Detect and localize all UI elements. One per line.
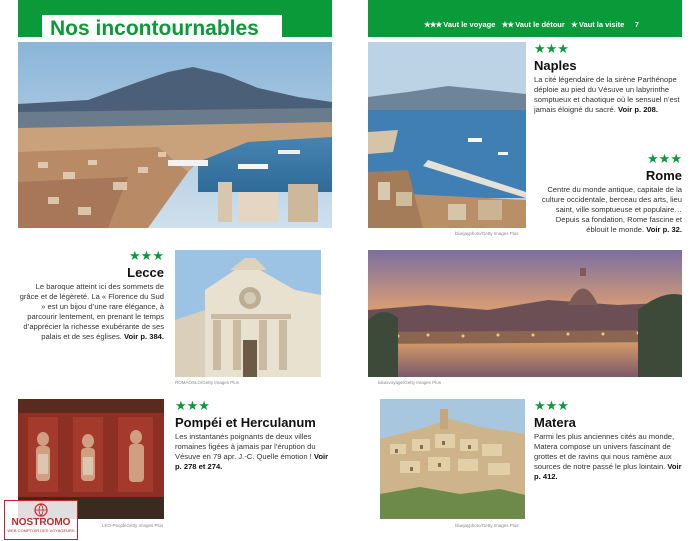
pompei-page-ref: Voir p. 278 et 274. <box>175 452 329 472</box>
star-legend <box>424 19 639 31</box>
legend-stars-voyage: ★★★ <box>424 20 442 29</box>
nostromo-brand: NOSTROMO <box>11 517 71 528</box>
lecce-description <box>18 282 164 343</box>
lecce-page-ref: Voir p. 384. <box>124 332 164 342</box>
pompei-heading: Pompéi et Herculanum <box>175 415 316 430</box>
naples-description <box>534 75 684 115</box>
credit-naples: bluejayphoto/Getty Images Plus <box>455 231 519 236</box>
page-number: 7 <box>634 20 639 29</box>
rome-stars: ★★★ <box>647 151 682 166</box>
nostromo-tagline: WEB COMPTOIR DES VOYAGEURS <box>7 528 75 533</box>
matera-page-ref: Voir p. 412. <box>534 462 682 482</box>
legend-label-visite: Vaut la visite <box>578 20 625 29</box>
photo-naples-harbour <box>368 42 526 228</box>
photo-lecce <box>175 250 321 377</box>
photo-rome <box>368 250 682 377</box>
rome-page-ref: Voir p. 32. <box>646 225 682 235</box>
page-title: Nos incontournables <box>50 17 259 40</box>
credit-pompei: LEO-PeopleGetty Images Plus <box>102 523 164 528</box>
lecce-heading: Lecce <box>127 265 164 280</box>
lecce-stars: ★★★ <box>129 248 164 263</box>
pompei-text: Les instantanés poignants de deux villes romaines figées à jamais par l’éruption du Vésuve en 79 apr. J.-C. Quelle émotion ! <box>175 432 316 462</box>
rome-description <box>532 185 682 235</box>
credit-rome: lukasvoyage/Getty Images Plus <box>378 380 442 385</box>
matera-heading: Matera <box>534 415 576 430</box>
nostromo-watermark <box>4 500 78 540</box>
photo-naples-panorama <box>18 42 332 228</box>
rome-text: Centre du monde antique, capitale de la culture occidentale, berceau des arts, lieu saint, ville somptueuse et populaire… Depuis sa fondation, Rome fascine et éblouit le monde. <box>541 185 682 235</box>
rome-heading: Rome <box>645 168 682 183</box>
nostromo-globe-icon <box>5 501 77 517</box>
naples-text: La cité légendaire de la sirène Parthénope déploie au pied du Vésuve un labyrinthe somptueux et chaotique où le sensuel n’est jamais éloigné du sacré. <box>534 75 680 115</box>
matera-description <box>534 432 684 482</box>
matera-stars: ★★★ <box>534 398 569 413</box>
pompei-stars: ★★★ <box>175 398 210 413</box>
credit-matera: bluejayphoto/Getty Images Plus <box>455 523 519 528</box>
legend-stars-detour: ★★ <box>501 20 514 29</box>
naples-heading: Naples <box>534 58 577 73</box>
lecce-text: Le baroque atteint ici des sommets de grâce et de légèreté. La « Florence du Sud » est un bijou d’une rare élégance, à parcourir lentement, en prenant le temps d’apprécier la richesse exubérante de ses palais et de ses églises. <box>19 282 164 342</box>
credit-lecce: ROMAOSLO/Getty Images Plus <box>175 380 240 385</box>
naples-page-ref: Voir p. 208. <box>618 105 658 115</box>
photo-matera <box>380 399 525 519</box>
pompei-description <box>175 432 335 472</box>
naples-stars: ★★★ <box>534 41 569 56</box>
legend-label-voyage: Vaut le voyage <box>443 20 496 29</box>
legend-stars-visite: ★ <box>571 20 577 29</box>
matera-text: Parmi les plus anciennes cités au monde, Matera compose un univers fascinant de grottes et de ravins qui nous ramène aux sources de notre passé le plus lointain. <box>534 432 675 472</box>
legend-label-detour: Vaut le détour <box>515 20 565 29</box>
